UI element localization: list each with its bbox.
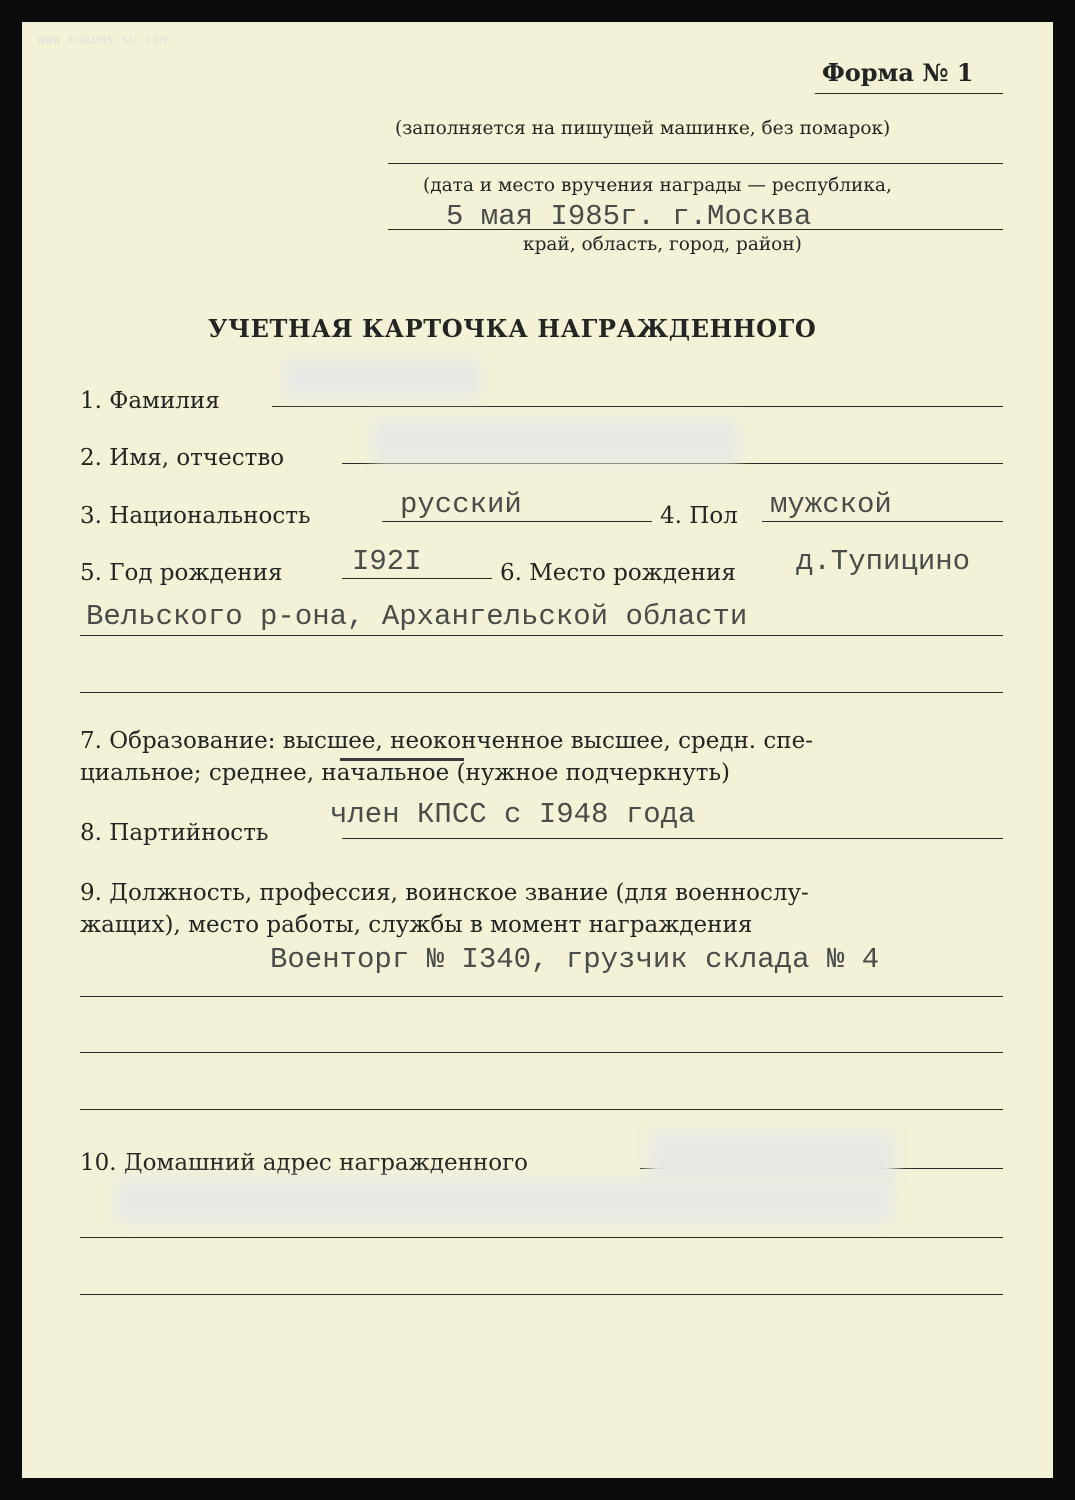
card-title: УЧЕТНАЯ КАРТОЧКА НАГРАЖДЕННОГО bbox=[208, 314, 817, 343]
name-label: 2. Имя, отчество bbox=[80, 445, 285, 471]
position-label-1: 9. Должность, профессия, воинское звание (для военнослу- bbox=[80, 880, 809, 906]
watermark: WWW.FORUMS-SU.COM bbox=[38, 34, 168, 47]
date-place-label-2: край, область, город, район) bbox=[523, 234, 802, 255]
redacted-name bbox=[372, 418, 740, 464]
form-number: Форма № 1 bbox=[822, 58, 974, 87]
nationality-value: русский bbox=[400, 488, 522, 521]
redacted-address-2 bbox=[115, 1178, 893, 1224]
party-label: 8. Партийность bbox=[80, 820, 269, 846]
date-place-value: 5 мая I985г. г.Москва bbox=[446, 200, 812, 233]
date-place-label-1: (дата и место вручения награды — республика, bbox=[423, 175, 892, 196]
birth-place-value-1: д.Тупицино bbox=[796, 545, 971, 578]
education-label-2: циальное; среднее, начальное (нужное подчеркнуть) bbox=[80, 760, 730, 786]
party-value: член КПСС с I948 года bbox=[330, 798, 696, 831]
education-label-1: 7. Образование: высшее, неоконченное высшее, средн. спе- bbox=[80, 728, 814, 754]
position-value: Военторг № I340, грузчик склада № 4 bbox=[270, 943, 880, 976]
sex-value: мужской bbox=[770, 488, 892, 521]
surname-line bbox=[272, 406, 1003, 407]
redacted-surname bbox=[282, 358, 482, 398]
surname-label: 1. Фамилия bbox=[80, 388, 220, 414]
birth-place-label: 6. Место рождения bbox=[500, 560, 736, 586]
birth-year-value: I92I bbox=[352, 545, 422, 578]
redacted-address-1 bbox=[648, 1130, 896, 1182]
instruction-note: (заполняется на пишущей машинке, без помарок) bbox=[395, 118, 891, 139]
nationality-label: 3. Национальность bbox=[80, 503, 311, 529]
position-label-2: жащих), место работы, службы в момент награждения bbox=[80, 912, 753, 938]
form-number-underline bbox=[815, 93, 1003, 94]
address-label: 10. Домашний адрес награжденного bbox=[80, 1150, 528, 1176]
birth-place-value-2: Вельского р-она, Архангельской области bbox=[86, 600, 748, 633]
sex-label: 4. Пол bbox=[660, 503, 738, 529]
birth-year-label: 5. Год рождения bbox=[80, 560, 283, 586]
